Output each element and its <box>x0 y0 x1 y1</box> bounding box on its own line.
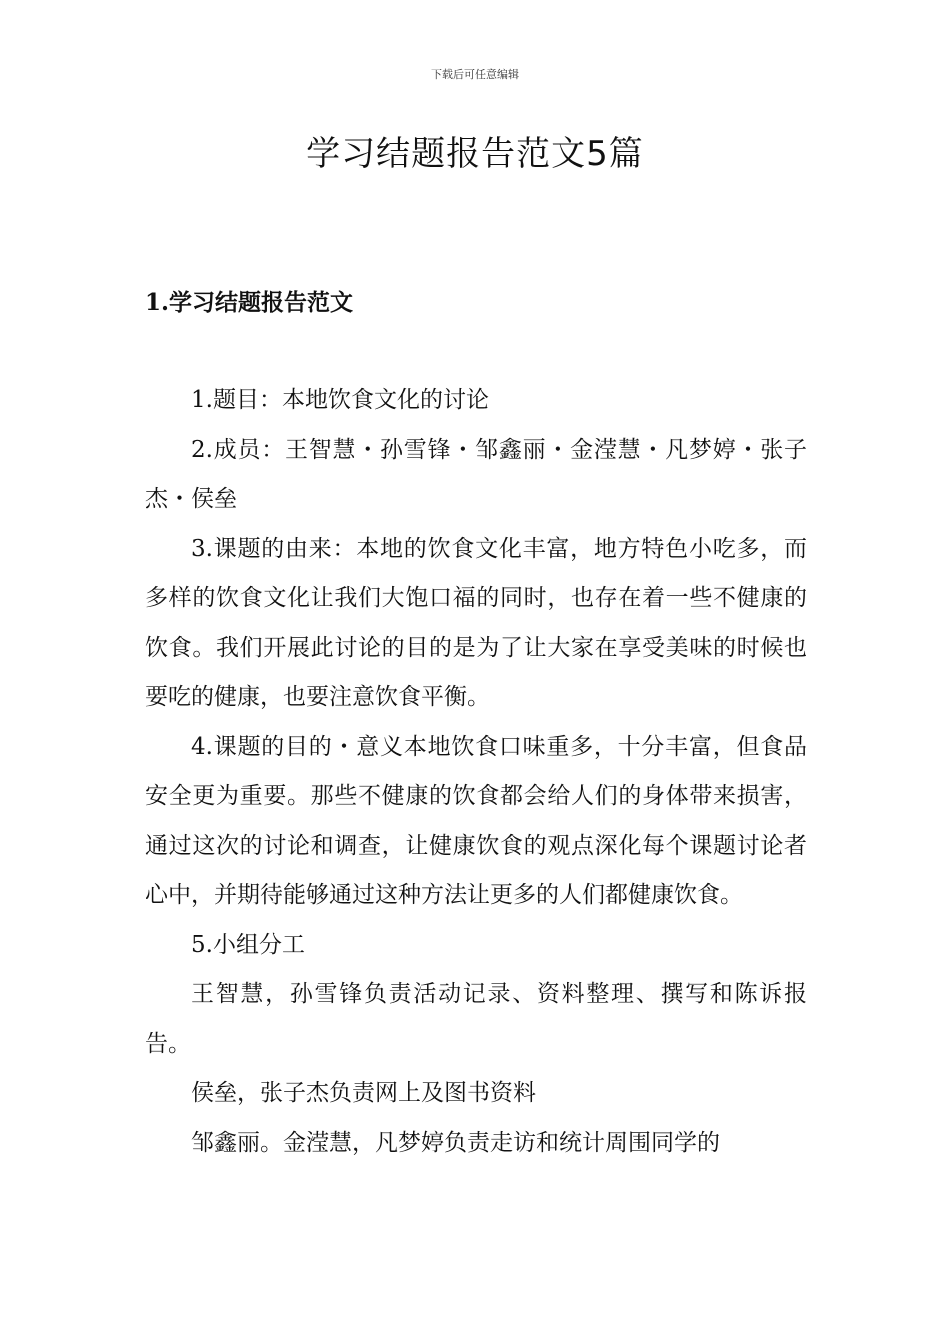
paragraph-members: 2.成员：王智慧・孙雪锋・邹鑫丽・金滢慧・凡梦婷・张子杰・侯垒 <box>145 436 807 512</box>
paragraph-division-heading: 5.小组分工 <box>191 931 305 958</box>
paragraph-purpose: 4.课题的目的・意义本地饮食口味重多，十分丰富，但食品安全更为重要。那些不健康的饮食都会给人们的身体带来损害，通过这次的讨论和调查，让健康饮食的观点深化每个课题讨论者心中，并期待能够通过这种方法让更多的人们都健康饮食。 <box>145 733 807 908</box>
paragraph-origin: 3.课题的由来：本地的饮食文化丰富，地方特色小吃多，而多样的饮食文化让我们大饱口福的同时，也存在着一些不健康的饮食。我们开展此讨论的目的是为了让大家在享受美味的时候也要吃的健康，也要注意饮食平衡。 <box>145 535 807 710</box>
header-note: 下载后可任意编辑 <box>431 68 519 81</box>
document-body <box>145 376 807 1168</box>
paragraph-topic: 1.题目：本地饮食文化的讨论 <box>191 387 489 413</box>
paragraph-division-1: 王智慧，孙雪锋负责活动记录、资料整理、撰写和陈诉报告。 <box>145 981 807 1057</box>
paragraph-division-3: 邹鑫丽。金滢慧，凡梦婷负责走访和统计周围同学的 <box>191 1129 720 1156</box>
section-heading: 1.学习结题报告范文 <box>145 289 354 316</box>
paragraph-division-2: 侯垒，张子杰负责网上及图书资料 <box>191 1080 536 1106</box>
document-title: 学习结题报告范文5篇 <box>306 134 644 174</box>
